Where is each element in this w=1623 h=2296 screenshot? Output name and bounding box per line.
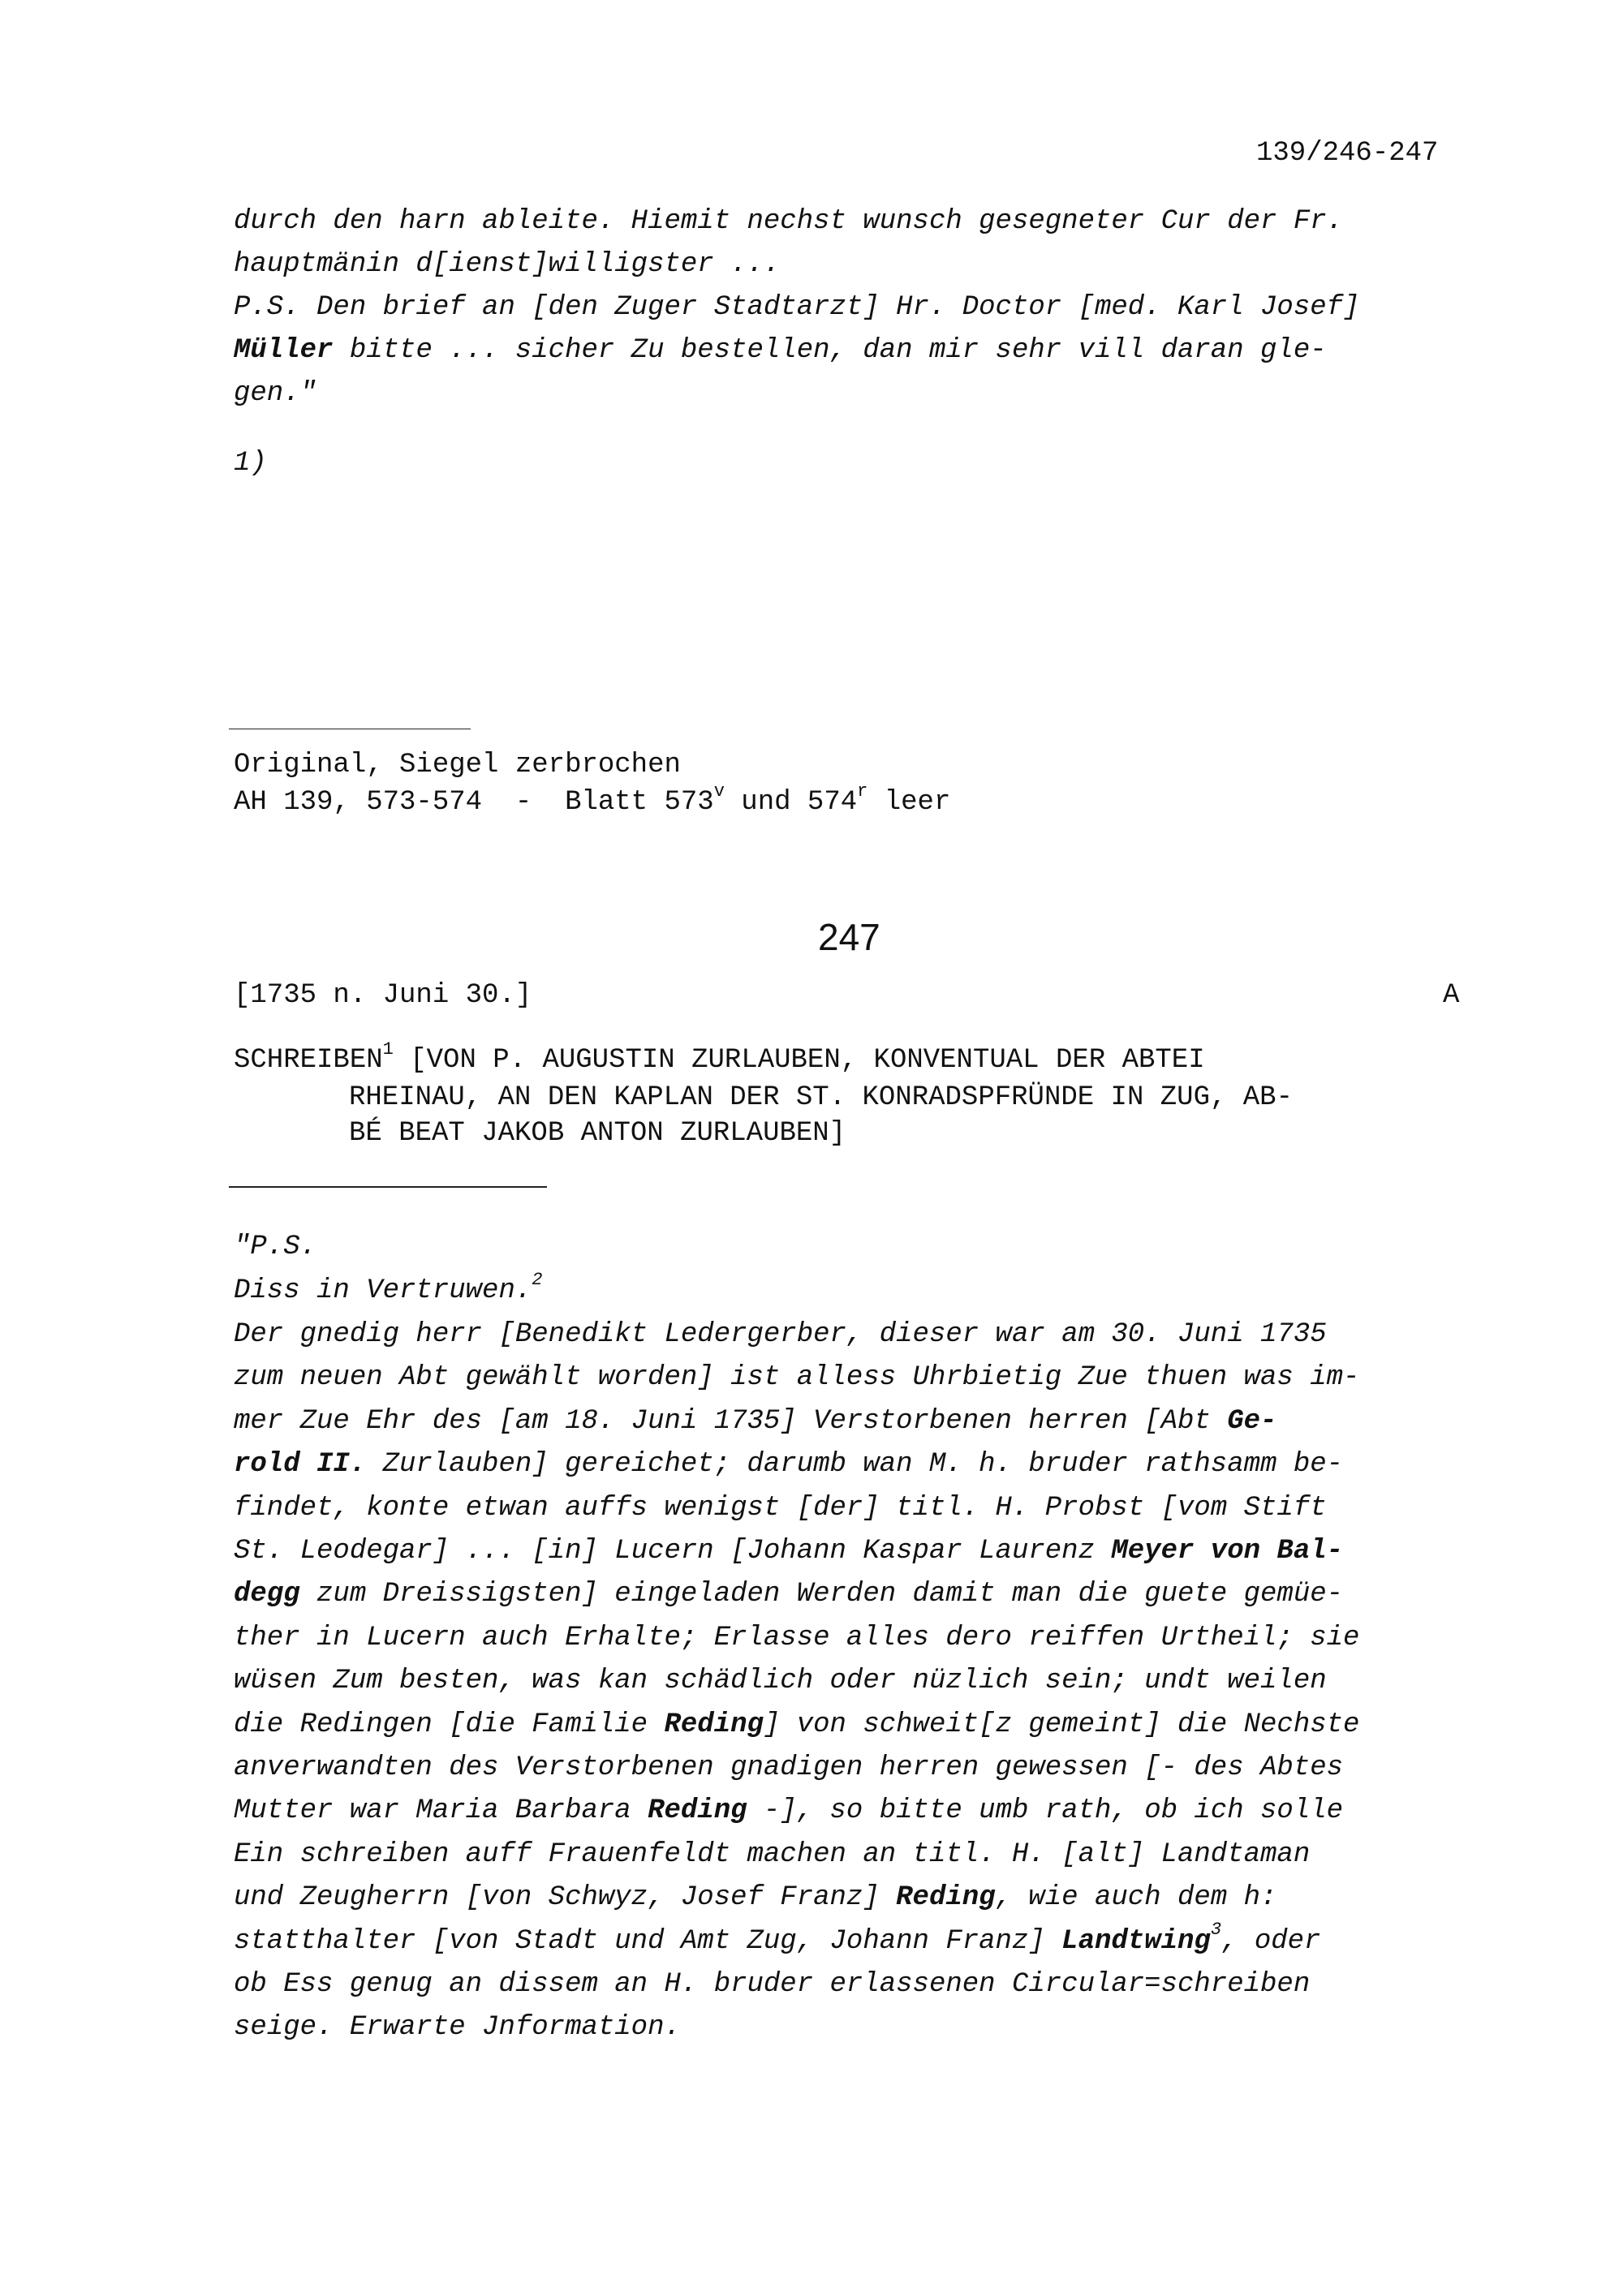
previous-letter-line: hauptmänin d[ienst]willigster ... xyxy=(234,249,781,280)
letter-body-line: statthalter [von Stadt und Amt Zug, Johann Franz] Landtwing$^3$, oder xyxy=(234,1920,1321,1957)
previous-letter-line: gen." xyxy=(234,378,317,409)
entry-heading-line-1: SCHREIBEN$^1$ [VON P. AUGUSTIN ZURLAUBEN, KONVENTUAL DER ABTEI xyxy=(234,1038,1205,1076)
bold-name: degg xyxy=(234,1579,300,1610)
bold-name: Landtwing xyxy=(1061,1925,1211,1957)
entry-heading-line-3: BÉ BEAT JAKOB ANTON ZURLAUBEN] xyxy=(349,1118,846,1149)
letter-body-line: Mutter war Maria Barbara Reding -], so bitte umb rath, ob ich solle xyxy=(234,1795,1344,1827)
letter-body-line: mer Zue Ehr des [am 18. Juni 1735] Verstorbenen herren [Abt Ge- xyxy=(234,1405,1277,1437)
bold-name: Reding xyxy=(664,1709,764,1740)
entry-heading-line-2: RHEINAU, AN DEN KAPLAN DER ST. KONRADSPFRÜNDE IN ZUG, AB- xyxy=(349,1082,1293,1113)
entry-number: 247 xyxy=(818,916,880,958)
letter-body-line: St. Leodegar] ... [in] Lucern [Johann Kaspar Laurenz Meyer von Bal- xyxy=(234,1536,1344,1567)
bold-name: Ge- xyxy=(1227,1405,1277,1437)
bold-name: Meyer von Bal- xyxy=(1111,1536,1344,1567)
letter-body-line: zum neuen Abt gewählt worden] ist alless Uhrbietig Zue thuen was im- xyxy=(234,1362,1360,1394)
previous-letter-line: durch den harn ableite. Hiemit nechst wunsch gesegneter Cur der Fr. xyxy=(234,206,1344,237)
letter-body-line: und Zeugherrn [von Schwyz, Josef Franz] Reding, wie auch dem h: xyxy=(234,1882,1277,1914)
letter-body-line: ther in Lucern auch Erhalte; Erlasse alles dero reiffen Urtheil; sie xyxy=(234,1622,1360,1653)
entry-category: A xyxy=(1443,980,1460,1011)
letter-body-line: die Redingen [die Familie Reding] von schweit[z gemeint] die Nechste xyxy=(234,1709,1360,1740)
entry-date: [1735 n. Juni 30.] xyxy=(234,980,532,1011)
body-vertrauen: Diss in Vertruwen.$^2$ xyxy=(234,1269,543,1306)
letter-body-line: seige. Erwarte Jnformation. xyxy=(234,2012,681,2044)
bold-name: Reding xyxy=(896,1882,996,1914)
source-line-2: AH 139, 573-574 - Blatt 573$^v$ und 574$^r$ leer xyxy=(234,780,951,818)
letter-body-line: wüsen Zum besten, was kan schädlich oder nüzlich sein; undt weilen xyxy=(234,1666,1327,1697)
letter-body-line: degg zum Dreissigsten] eingeladen Werden damit man die guete gemüe- xyxy=(234,1579,1344,1610)
heading-rule xyxy=(229,1186,547,1188)
letter-body-line: Der gnedig herr [Benedikt Ledergerber, dieser war am 30. Juni 1735 xyxy=(234,1319,1327,1350)
footnote-marker: 1) xyxy=(234,448,267,479)
page-reference: 139/246-247 xyxy=(1256,138,1439,169)
bold-name: Müller xyxy=(234,335,334,366)
previous-letter-line: P.S. Den brief an [den Zuger Stadtarzt] Hr. Doctor [med. Karl Josef] xyxy=(234,292,1360,323)
letter-body-line: ob Ess genug an dissem an H. bruder erlassenen Circular=schreiben xyxy=(234,1969,1311,2000)
letter-body-line: rold II. Zurlauben] gereichet; darumb wan M. h. bruder rathsamm be- xyxy=(234,1449,1344,1481)
letter-body-line: findet, konte etwan auffs wenigst [der] titl. H. Probst [vom Stift xyxy=(234,1492,1327,1524)
footnote-ref: 3 xyxy=(1210,1920,1222,1941)
previous-letter-line: Müller bitte ... sicher Zu bestellen, dan mir sehr vill daran gle- xyxy=(234,335,1327,366)
bold-name: Reding xyxy=(648,1795,747,1827)
bold-name: rold II. xyxy=(234,1449,367,1481)
source-line-1: Original, Siegel zerbrochen xyxy=(234,750,681,780)
letter-body-line: anverwandten des Verstorbenen gnadigen herren gewessen [- des Abtes xyxy=(234,1752,1344,1783)
body-ps: "P.S. xyxy=(234,1232,317,1262)
letter-body-line: Ein schreiben auff Frauenfeldt machen an titl. H. [alt] Landtaman xyxy=(234,1838,1311,1870)
